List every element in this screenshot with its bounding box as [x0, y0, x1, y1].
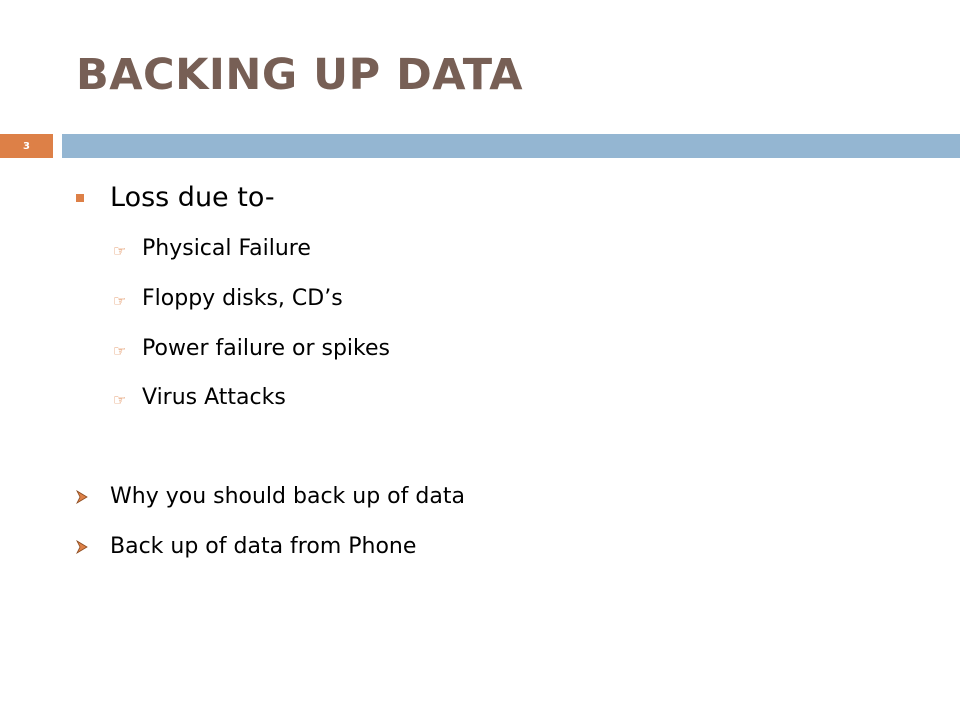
sub-bullet-item: [113, 236, 311, 261]
pointing-hand-icon: ☞: [113, 291, 127, 310]
slide-number: 3: [23, 140, 30, 152]
bullet-text: Loss due to-: [110, 182, 275, 213]
slide-title: BACKING UP DATA: [76, 50, 523, 100]
sub-bullet-item: [113, 286, 343, 311]
bullet-phone-backup: [76, 534, 416, 559]
sub-bullet-text: Power failure or spikes: [142, 336, 390, 361]
square-bullet-icon: [76, 194, 84, 202]
sub-bullet-text: Virus Attacks: [142, 385, 286, 410]
pointing-hand-icon: ☞: [113, 341, 127, 360]
arrowhead-bullet-icon: [76, 485, 88, 510]
bullet-text: Why you should back up of data: [110, 484, 465, 509]
bullet-why-backup: [76, 484, 465, 509]
bullet-loss-heading: [76, 182, 275, 213]
sub-bullet-text: Floppy disks, CD’s: [142, 286, 343, 311]
bullet-text: Back up of data from Phone: [110, 534, 417, 559]
pointing-hand-icon: ☞: [113, 390, 127, 409]
sub-bullet-item: [113, 336, 390, 361]
arrowhead-bullet-icon: [76, 535, 88, 560]
sub-bullet-text: Physical Failure: [142, 236, 311, 261]
pointing-hand-icon: ☞: [113, 241, 127, 260]
sub-bullet-item: [113, 385, 286, 410]
